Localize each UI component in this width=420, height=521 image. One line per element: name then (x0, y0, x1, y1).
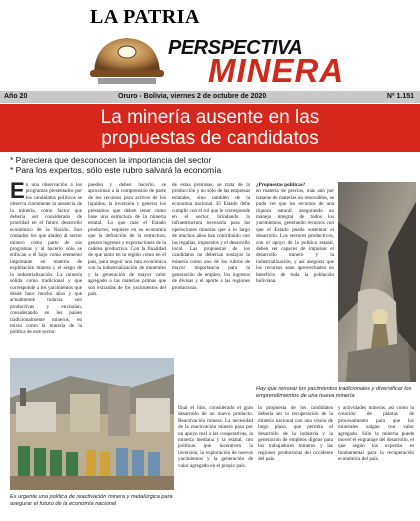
summary-bullet: * Pareciera que desconocen la importancia del sector (10, 155, 212, 165)
article-text: de estas premisas, se trata de la producción y no sólo de las empresas estatales, sino también de la economía nacional. El Estado debe cumplir con el rol que le corresponde en el sector, brindando la infraestructura necesaria para las operaciones mineras que a lo largo de muchos años han contribuido con las regalías, impuestos y el desarrollo local. Las propuestas de los candidatos no deberían soslayar la minería como uno de los rubros de mayor importancia para la generación de empleo, los ingresos de divisas y el aporte a las regiones productoras. (172, 182, 250, 291)
drop-cap: E (10, 182, 25, 203)
mine-plant-image (10, 358, 174, 490)
article-text: n una observación a los programas presentados por los candidatos políticos se observa claramente la ausencia de la minería, como factor que debería ser considerado de prioridad en el futuro desarrollo económico de la Nación. Son contados los que aluden al sector minero como parte de sus programas y al hacerlo sólo se enfocan a él bajo como elemento importante en materia de explotación minera y el sesgo de la industrialización. La minería sólida como tradicional y que corresponde a los yacimientos que desde hace mucho años y que actualmente todavía son productivas y enviarían, considerando en los países tradicionalmente mineros, en mixto como la minería de la política de este sector. (10, 182, 82, 336)
article-text: la propuesta de los candidatos debería ser la recuperación de la minería nacional con una visión de largo plazo, que permita el desarrollo de la industria y la generación de empleos dignos para los trabajadores mineros y las regiones productoras del occidente del país. (258, 405, 333, 463)
article-column-2 (88, 182, 166, 357)
photo-mine-tunnel (338, 182, 416, 382)
masthead (0, 0, 420, 90)
issue-info-bar (0, 91, 420, 103)
article-column-4 (256, 182, 334, 357)
photo-caption-bottom: Es urgente una política de reactivación minera y metalúrgica para asegurar el futuro de la economía nacional (10, 494, 173, 507)
article-column-7 (338, 405, 414, 517)
headline (0, 107, 420, 149)
supplement-title-line2: MINERA (208, 52, 345, 89)
headline-line1: La minería ausente en las (100, 107, 320, 128)
article-column-1 (10, 182, 82, 372)
article-text: final el litio, considerado el gran desarrollo de un nuevo producto. Reactivación minera. La necesidad de la reactivación minera pasa por un apoyo real a las cooperativas, la minería mediana y la estatal, con políticas que incentiven la inversión, la exploración de nuevos yacimientos y la generación de valor agregado en el propio país. (178, 405, 253, 469)
article-text: en materia de precios, más aún por tratarse de materias no renovables, se pudo ver que los recursos de una riqueza natural, asegurando un manejo integral de todos los yacimientos, generando recursos con que el Estado pueda sustentar el desarrollo. Los sectores productivos, con el apoyo de la política estatal, deben ser capaces de impulsar el desarrollo minero y la industrialización, y así asegurar que los recursos sean aprovechados en beneficio de toda la población boliviana. (256, 188, 334, 285)
article-column-6 (258, 405, 333, 517)
photo-mine-plant (10, 358, 174, 490)
headline-line2: propuestas de candidatos (101, 128, 319, 149)
photo-caption-right: Hay que renovar los yacimientos tradicionales y diversificar los emprendimientos de una nueva minería (256, 386, 412, 399)
issue-number: Nº 1.151 (386, 93, 414, 100)
article-column-3 (172, 182, 250, 357)
supplement-title-line1: PERSPECTIVA (168, 37, 303, 59)
mine-tunnel-image (338, 182, 416, 382)
summary-bullet: * Para los expertos, sólo este rubro salvará la economía (10, 165, 222, 175)
article-text: pueden y deben hacerlo, se aproximan a la comprensión de parte de los recursos para activos de los líquidos, la inversión y generar los préstamos que deben tener como base una estructura de la minería estatal. Lo que más el Estado productor, requiere en su economía que la definición de la estructura, genera ingresos y exportaciones de la cadena productiva. Con la finalidad de que tanto en la región como en el país, para seguir una ruta económica con la industrialización de minerales y la generación de mayor valor agregado a las materias primas que son extraídas de los yacimientos del país. (88, 182, 166, 297)
article-subhead: ¿Propuestas políticas? (256, 182, 306, 188)
paper-name: LA PATRIA (90, 6, 200, 28)
dateline: Oruro - Bolivia, viernes 2 de octubre de 2020 (118, 93, 267, 100)
article-column-5 (178, 405, 253, 517)
summary-bullets (10, 155, 310, 175)
article-text: y actividades mineras, así como la creación de plantas de procesamiento para que los minerales salgan con valor agregado. Sólo la minería puede mover el engranaje del desarrollo, el que según los expertos es fundamental para la recuperación económica del país. (338, 405, 414, 463)
issue-year: Año 20 (4, 93, 28, 100)
miner-helmet-icon (88, 30, 166, 86)
